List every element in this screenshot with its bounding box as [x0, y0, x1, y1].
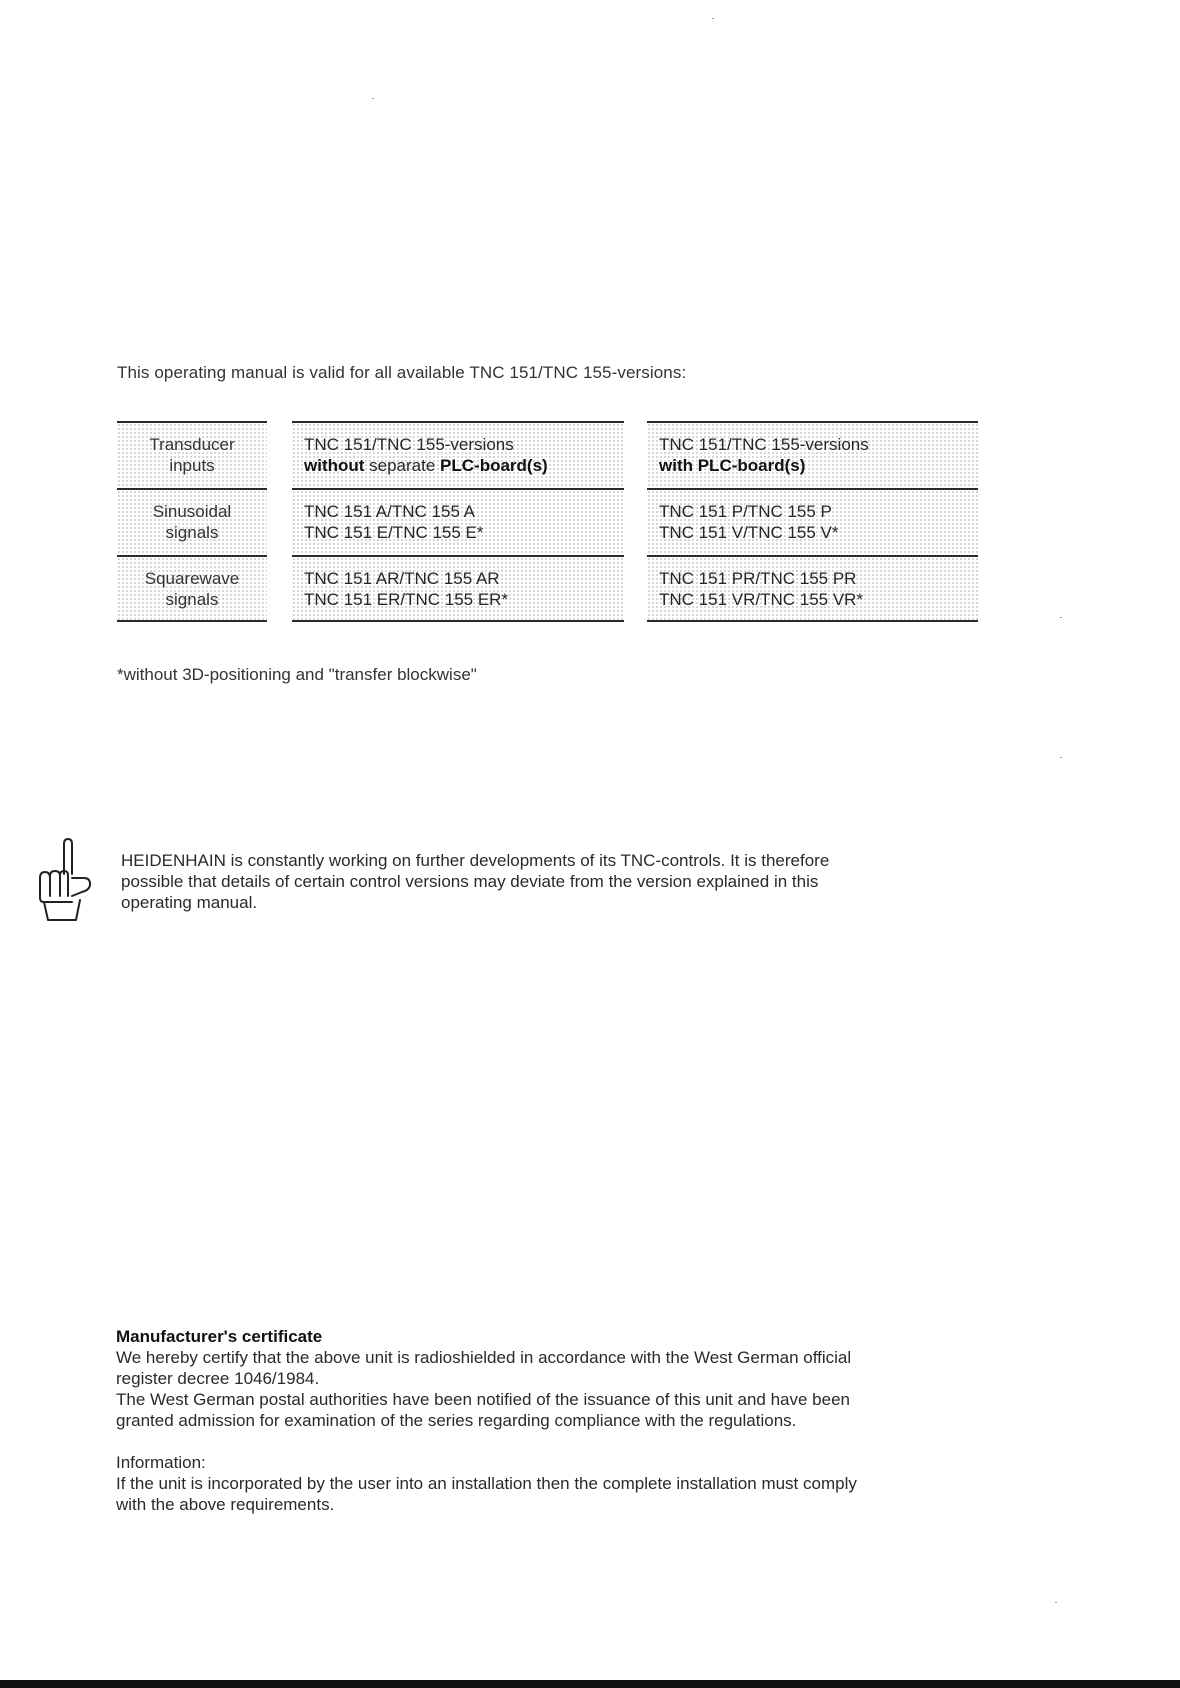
- pointing-hand-icon: [36, 838, 94, 922]
- bold-without: without: [304, 456, 365, 475]
- notice-line: possible that details of certain control versions may deviate from the version explained in this: [121, 872, 819, 891]
- header-line-1: TNC 151/TNC 155-versions: [304, 435, 514, 454]
- cell-squarewave-without-plc: [292, 555, 624, 622]
- table-footnote: *without 3D-positioning and "transfer blockwise": [117, 665, 477, 684]
- scan-speck: [1060, 617, 1062, 618]
- notice-text: [121, 850, 961, 913]
- label-column: [117, 421, 267, 622]
- notice-line: HEIDENHAIN is constantly working on further developments of its TNC-controls. It is therefore: [121, 851, 830, 870]
- version-line: TNC 151 PR/TNC 155 PR: [659, 569, 857, 588]
- certificate-title: Manufacturer's certificate: [116, 1327, 323, 1346]
- information-line: If the unit is incorporated by the user into an installation then the complete installation must comply: [116, 1474, 857, 1493]
- intro-text: This operating manual is valid for all available TNC 151/TNC 155-versions:: [117, 363, 687, 382]
- header-label-line-2: inputs: [169, 456, 215, 475]
- header-line-2: with PLC-board(s): [659, 456, 806, 475]
- bold-plc-boards: PLC-board(s): [440, 456, 548, 475]
- column-with-plc: [647, 421, 978, 622]
- header-line-1: TNC 151/TNC 155-versions: [659, 435, 869, 454]
- row-label-sinusoidal: [117, 488, 267, 555]
- version-line: TNC 151 A/TNC 155 A: [304, 502, 476, 521]
- scan-speck: [712, 18, 714, 19]
- version-line: TNC 151 VR/TNC 155 VR*: [659, 590, 864, 609]
- certificate-line: We hereby certify that the above unit is radioshielded in accordance with the West German official: [116, 1348, 852, 1367]
- header-line-2: [304, 455, 624, 476]
- certificate-line: granted admission for examination of the series regarding compliance with the regulations.: [116, 1411, 797, 1430]
- header-label-line-1: Transducer: [149, 435, 235, 454]
- cell-sinusoidal-with-plc: [647, 488, 978, 555]
- separate-text: separate: [364, 456, 441, 475]
- manufacturer-certificate: [116, 1326, 986, 1515]
- row-label-line-2: signals: [165, 590, 219, 609]
- header-cell-with-plc: [647, 421, 978, 488]
- information-label: Information:: [116, 1453, 206, 1472]
- header-cell-without-plc: [292, 421, 624, 488]
- cell-squarewave-with-plc: [647, 555, 978, 622]
- scan-speck: [372, 98, 374, 99]
- certificate-line: register decree 1046/1984.: [116, 1369, 320, 1388]
- version-line: TNC 151 P/TNC 155 P: [659, 502, 832, 521]
- certificate-line: The West German postal authorities have been notified of the issuance of this unit and have been: [116, 1390, 850, 1409]
- column-without-plc: [292, 421, 624, 622]
- version-line: TNC 151 V/TNC 155 V*: [659, 523, 839, 542]
- scan-speck: [1055, 1602, 1057, 1603]
- row-label-line-1: Squarewave: [144, 569, 240, 588]
- version-line: TNC 151 E/TNC 155 E*: [304, 523, 484, 542]
- row-label-squarewave: [117, 555, 267, 622]
- version-line: TNC 151 ER/TNC 155 ER*: [304, 590, 509, 609]
- header-label-cell: [117, 421, 267, 488]
- information-line: with the above requirements.: [116, 1495, 335, 1514]
- version-line: TNC 151 AR/TNC 155 AR: [304, 569, 500, 588]
- cell-sinusoidal-without-plc: [292, 488, 624, 555]
- scan-bottom-edge: [0, 1680, 1180, 1688]
- row-label-line-1: Sinusoidal: [152, 502, 232, 521]
- row-label-line-2: signals: [165, 523, 219, 542]
- notice-line: operating manual.: [121, 893, 258, 912]
- scan-speck: [1060, 757, 1062, 758]
